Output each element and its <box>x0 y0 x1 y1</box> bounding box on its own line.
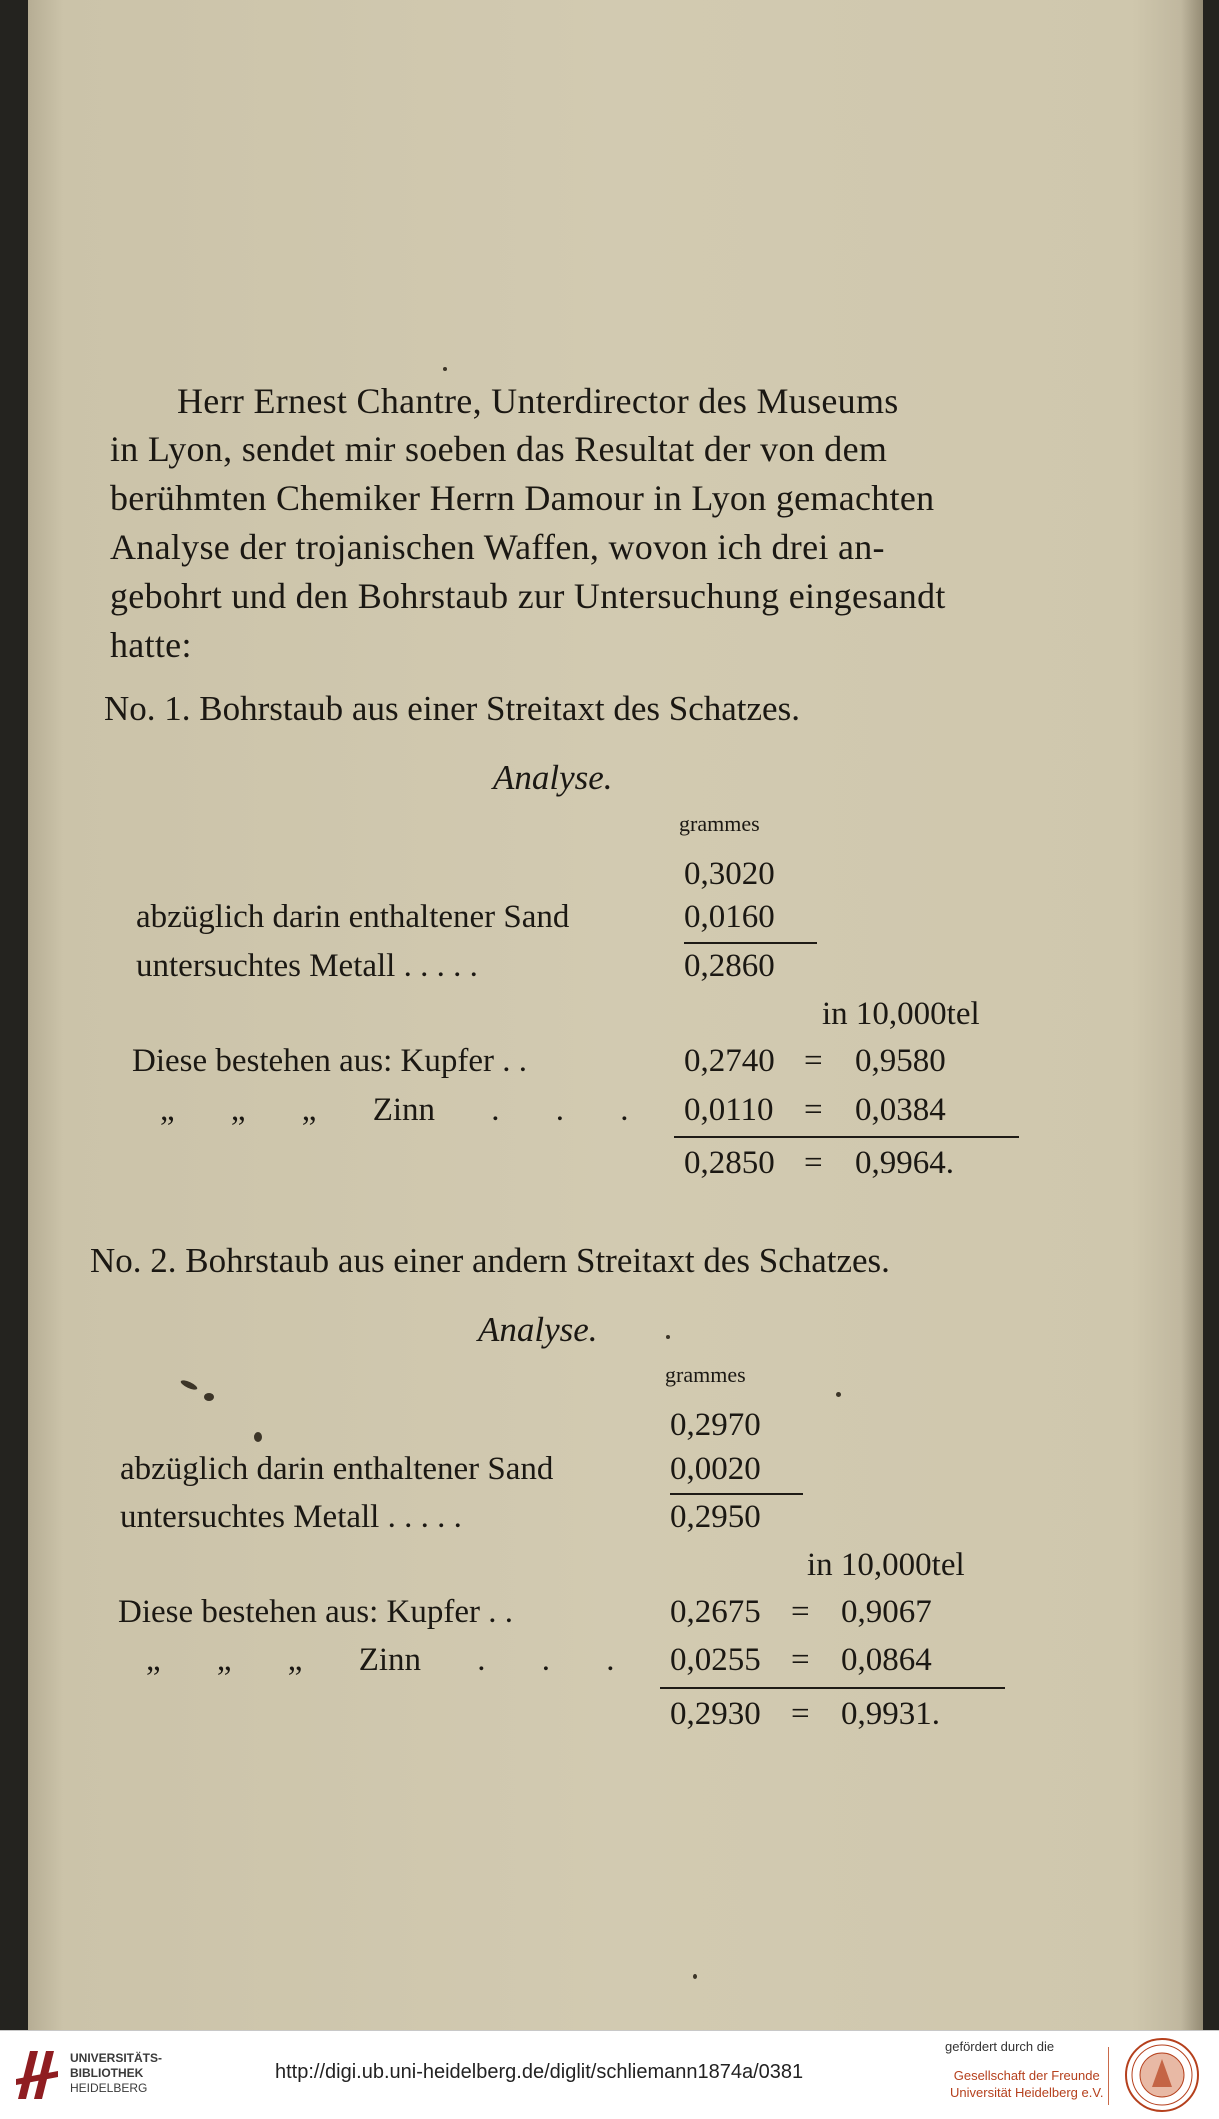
section2-sand-value: 0,0020 <box>670 1451 761 1487</box>
section2-sum-ratio: 0,9931. <box>841 1696 940 1732</box>
paper-blemish <box>204 1393 214 1401</box>
section2-metal-value: 0,2950 <box>670 1499 761 1535</box>
section2-sum-equals: = <box>791 1696 810 1732</box>
section2-tin-equals: = <box>791 1642 810 1678</box>
sponsor-intro: gefördert durch die <box>945 2039 1055 2054</box>
section1-metal-value: 0,2860 <box>684 948 775 984</box>
section2-copper-label: Diese bestehen aus: Kupfer . . <box>118 1594 513 1630</box>
paper-blemish <box>666 1335 670 1339</box>
section1-sand-value: 0,0160 <box>684 899 775 935</box>
paragraph-line-5: gebohrt und den Bohrstaub zur Untersuchung eingesandt <box>110 576 946 616</box>
section1-sand-label: abzüglich darin enthaltener Sand <box>136 899 570 935</box>
section1-total-value: 0,3020 <box>684 856 775 892</box>
university-library-name <box>70 2051 162 2096</box>
section2-ratio-label: in 10,000tel <box>807 1547 965 1583</box>
section2-heading: No. 2. Bohrstaub aus einer andern Streitaxt des Schatzes. <box>90 1241 890 1280</box>
paper-blemish <box>693 1974 697 1979</box>
section1-tin-equals: = <box>804 1092 823 1128</box>
section2-copper-equals: = <box>791 1594 810 1630</box>
section2-sum-grams: 0,2930 <box>670 1696 761 1732</box>
page-edge-shadow <box>1181 0 1203 2030</box>
section1-tin-grams: 0,0110 <box>684 1092 774 1128</box>
section1-sum-ratio: 0,9964. <box>855 1145 954 1181</box>
section1-unit-label: grammes <box>679 811 760 836</box>
section1-ratio-label: in 10,000tel <box>822 996 980 1032</box>
library-name-line-2: BIBLIOTHEK <box>70 2066 144 2080</box>
section2-tin-label: „ „ „ Zinn . . . <box>146 1642 615 1678</box>
section2-sand-label: abzüglich darin enthaltener Sand <box>120 1451 554 1487</box>
section1-sum-grams: 0,2850 <box>684 1145 775 1181</box>
section2-sum-rule <box>660 1687 1005 1689</box>
section2-tin-grams: 0,0255 <box>670 1642 761 1678</box>
section1-analyse-title: Analyse. <box>493 758 613 797</box>
section1-metal-label: untersuchtes Metall . . . . . <box>136 948 478 984</box>
section2-copper-grams: 0,2675 <box>670 1594 761 1630</box>
paragraph-line-1: Herr Ernest Chantre, Unterdirector des Museums <box>177 381 899 421</box>
section1-sum-equals: = <box>804 1145 823 1181</box>
section1-sum-rule <box>674 1136 1019 1138</box>
footer-divider <box>1108 2047 1109 2105</box>
section1-tin-label: „ „ „ Zinn . . . <box>160 1092 629 1128</box>
paper-blemish <box>836 1392 841 1397</box>
paragraph-line-6: hatte: <box>110 625 192 665</box>
section1-heading: No. 1. Bohrstaub aus einer Streitaxt des Schatzes. <box>104 689 800 728</box>
section1-copper-grams: 0,2740 <box>684 1043 775 1079</box>
section1-copper-label: Diese bestehen aus: Kupfer . . <box>132 1043 527 1079</box>
section2-copper-ratio: 0,9067 <box>841 1594 932 1630</box>
paragraph-line-4: Analyse der trojanischen Waffen, wovon ich drei an- <box>110 527 885 567</box>
section1-subtraction-rule <box>684 942 817 944</box>
paper-blemish <box>180 1378 199 1391</box>
sponsor-name-line-1: Gesellschaft der Freunde <box>953 2068 1100 2083</box>
section2-tin-ratio: 0,0864 <box>841 1642 932 1678</box>
library-name-line-3: HEIDELBERG <box>70 2081 148 2095</box>
section2-total-value: 0,2970 <box>670 1407 761 1443</box>
section2-unit-label: grammes <box>665 1362 746 1387</box>
section1-copper-ratio: 0,9580 <box>855 1043 946 1079</box>
library-name-line-1: UNIVERSITÄTS- <box>70 2051 163 2065</box>
paper-blemish <box>254 1432 262 1442</box>
sponsor-name <box>950 2067 1103 2101</box>
section2-subtraction-rule <box>670 1493 803 1495</box>
section2-analyse-title: Analyse. <box>478 1310 598 1349</box>
digitization-footer <box>0 2030 1219 2119</box>
university-library-logo-icon <box>12 2045 60 2105</box>
permalink-url[interactable]: http://digi.ub.uni-heidelberg.de/diglit/schliemann1874a/0381 <box>275 2061 804 2083</box>
section2-metal-label: untersuchtes Metall . . . . . <box>120 1499 462 1535</box>
paragraph-line-3: berühmten Chemiker Herrn Damour in Lyon gemachten <box>110 478 935 518</box>
sponsor-name-line-2: Universität Heidelberg e.V. <box>950 2085 1104 2100</box>
university-seal-icon <box>1124 2037 1200 2113</box>
paragraph-line-2: in Lyon, sendet mir soeben das Resultat der von dem <box>110 429 888 469</box>
book-page <box>28 0 1203 2030</box>
section1-copper-equals: = <box>804 1043 823 1079</box>
section1-tin-ratio: 0,0384 <box>855 1092 946 1128</box>
paper-blemish <box>443 367 447 371</box>
